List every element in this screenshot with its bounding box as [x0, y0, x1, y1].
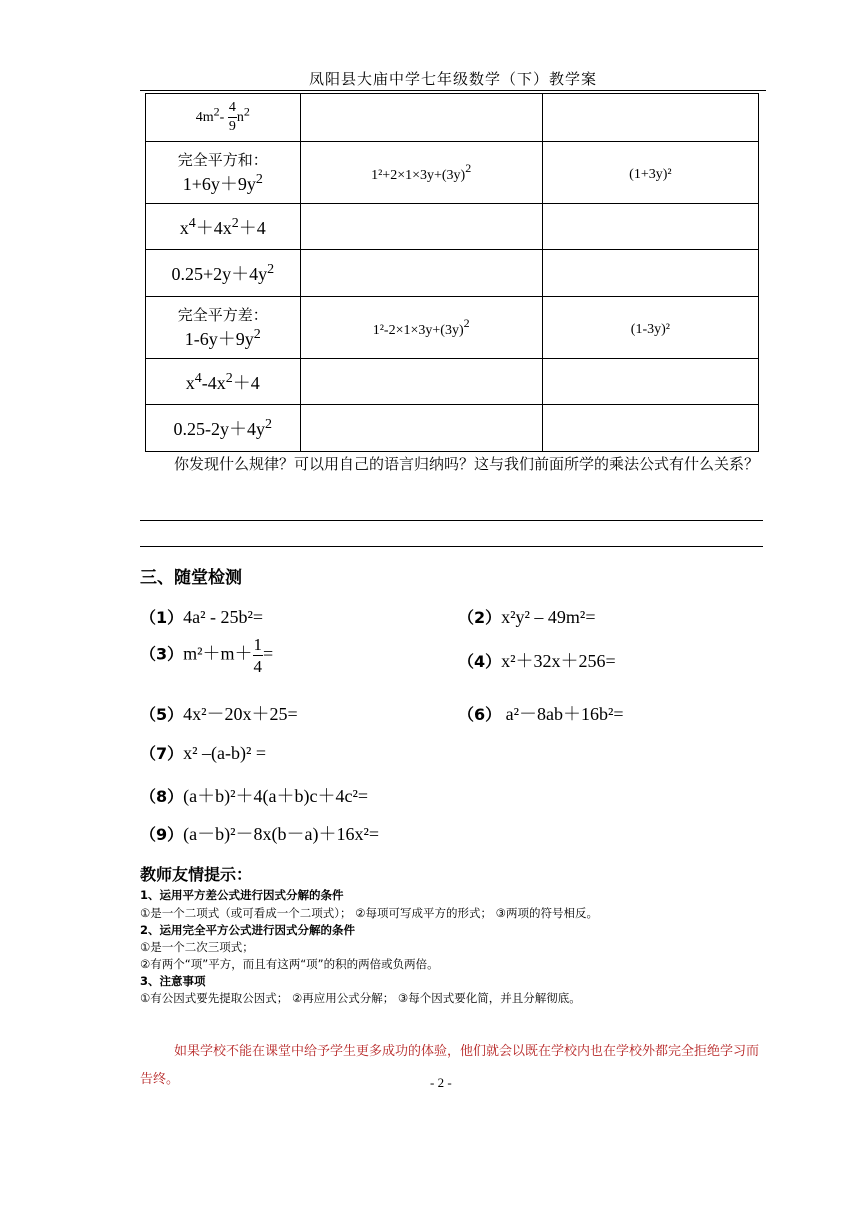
- table-cell: [542, 142, 758, 204]
- exercise-expression: 4x²－20x＋25=: [183, 704, 298, 724]
- tip-heading: 3、注意事项: [140, 974, 206, 988]
- superscript: 2: [267, 262, 275, 277]
- exercise-expression: x²＋32x＋256=: [501, 651, 616, 671]
- tip-heading: 2、运用完全平方公式进行因式分解的条件: [140, 923, 355, 937]
- table-cell: [146, 94, 301, 142]
- expr-part: 0.25+2y＋4y: [171, 264, 268, 284]
- tip-line: ①有公因式要先提取公因式； ②再应用公式分解； ③每个因式要化简，并且分解彻底。: [140, 991, 581, 1005]
- exercise-7: [140, 741, 266, 764]
- row-label: 完全平方差：: [177, 306, 268, 324]
- superscript: 2: [255, 172, 263, 187]
- superscript: 2: [465, 161, 472, 175]
- exercise-number: （3）: [140, 644, 184, 664]
- table-row: [146, 359, 759, 405]
- expr-part: x: [185, 372, 195, 393]
- expr-part: n: [236, 109, 244, 125]
- table-cell: [300, 94, 542, 142]
- exercise-1: [140, 605, 263, 628]
- table-cell: [542, 405, 758, 452]
- exercise-6: [458, 700, 624, 726]
- table-cell: [300, 405, 542, 452]
- table-row: [146, 405, 759, 452]
- exercise-expression: x²y² – 49m²=: [501, 607, 596, 627]
- tip-line: ②有两个“项”平方，而且有这两“项”的积的两倍或负两倍。: [140, 957, 439, 971]
- superscript: 2: [213, 104, 220, 119]
- table-row: [146, 94, 759, 142]
- exercise-number: （9）: [140, 825, 184, 844]
- table-cell: [146, 405, 301, 452]
- fraction-numerator: 1: [253, 635, 263, 654]
- expr-part: ＋4: [238, 217, 266, 238]
- row-label: 完全平方和：: [177, 151, 268, 169]
- table-cell: [542, 94, 758, 142]
- question-text: 你发现什么规律？可以用自己的语言归纳吗？这与我们前面所学的乘法公式有什么关系？: [174, 455, 760, 473]
- table-row: [146, 142, 759, 204]
- superscript: 2: [231, 215, 239, 231]
- tip-line: ①是一个二项式（或可看成一个二项式）； ②每项可写成平方的形式； ③两项的符号相反。: [140, 906, 598, 920]
- row-expression: [146, 170, 300, 196]
- exercise-expression: (a－b)²－8x(b－a)＋16x²=: [183, 824, 380, 844]
- expr-part: 1+6y＋9y: [182, 174, 256, 194]
- expr-part: -4x: [201, 372, 226, 393]
- fraction: [253, 636, 264, 675]
- superscript: 2: [265, 417, 273, 432]
- row-expression: [146, 325, 300, 351]
- expansion-text: 1²-2×1×3y+(3y): [372, 323, 464, 338]
- fraction-denominator: 4: [253, 657, 263, 676]
- table-cell: [300, 204, 542, 250]
- exercise-expression: (a＋b)²＋4(a＋b)c＋4c²=: [183, 786, 369, 806]
- exercise-number: （2）: [458, 608, 502, 627]
- factorization-table: [145, 93, 759, 452]
- exercise-number: （4）: [458, 652, 502, 671]
- minus-sign: -: [219, 109, 225, 125]
- expr-part: 1-6y＋9y: [184, 329, 254, 349]
- expr-part: ＋4: [232, 372, 260, 393]
- exercise-expression: x² –(a-b)² =: [183, 743, 267, 763]
- exercise-4: [458, 647, 616, 673]
- table-cell: [146, 359, 301, 405]
- exercise-expression: a²－8ab＋16b²=: [501, 704, 624, 724]
- table-cell: [300, 359, 542, 405]
- table-cell: [542, 359, 758, 405]
- exercise-number: （8）: [140, 787, 184, 806]
- exercise-number: （6）: [458, 705, 502, 724]
- tips-title: 教师友情提示：: [140, 865, 253, 884]
- exercise-8: [140, 782, 368, 808]
- table-cell: [146, 204, 301, 250]
- exercise-3: [140, 636, 273, 675]
- page-number: - 2 -: [430, 1075, 452, 1090]
- exercise-5: [140, 700, 298, 726]
- expr-part: 0.25-2y＋4y: [173, 419, 266, 439]
- result-text: (1-3y)²: [630, 322, 670, 337]
- answer-line[interactable]: [140, 546, 763, 547]
- table-cell: [146, 142, 301, 204]
- answer-line[interactable]: [140, 520, 763, 521]
- table-cell: [542, 250, 758, 297]
- expr-part: ＋4x: [195, 217, 232, 238]
- tip-heading: 1、运用平方差公式进行因式分解的条件: [140, 888, 344, 902]
- table-cell: [542, 204, 758, 250]
- section-title: 三、随堂检测: [140, 568, 242, 588]
- result-text: (1+3y)²: [629, 167, 672, 182]
- superscript: 4: [194, 370, 202, 386]
- table-row: [146, 297, 759, 359]
- superscript: 2: [253, 327, 261, 342]
- table-row: [146, 250, 759, 297]
- fraction-numerator: 4: [228, 101, 237, 118]
- exercise-9: [140, 820, 379, 846]
- table-cell: [300, 297, 542, 359]
- superscript: 2: [225, 370, 233, 386]
- expr-4m2: [195, 100, 250, 134]
- table-cell: [300, 250, 542, 297]
- page-header: 凤阳县大庙中学七年级数学（下）教学案: [308, 70, 597, 88]
- table-cell: [146, 250, 301, 297]
- motto-quote: 如果学校不能在课堂中给予学生更多成功的体验，他们就会以既在学校内也在学校外都完全拒绝学习而告终。: [140, 1044, 760, 1087]
- exercise-number: （1）: [140, 608, 184, 627]
- expr-part: 4m: [195, 109, 214, 125]
- superscript: 2: [243, 104, 250, 119]
- exercise-number: （7）: [140, 744, 184, 763]
- header-rule: [140, 90, 766, 91]
- table-row: [146, 204, 759, 250]
- tip-line: ①是一个二次三项式；: [140, 940, 254, 954]
- exercise-2: [458, 605, 595, 628]
- exercise-expression: =: [263, 643, 274, 664]
- exercise-number: （5）: [140, 705, 184, 724]
- exercise-expression: m²＋m＋: [183, 643, 253, 664]
- superscript: 2: [463, 316, 470, 330]
- table-cell: [146, 297, 301, 359]
- expr-part: x: [179, 217, 189, 238]
- exercise-expression: 4a² - 25b²=: [183, 607, 264, 627]
- expansion-text: 1²+2×1×3y+(3y): [371, 168, 466, 183]
- fraction: [228, 101, 237, 134]
- fraction-denominator: 9: [228, 119, 236, 134]
- table-cell: [300, 142, 542, 204]
- superscript: 4: [188, 215, 196, 231]
- table-cell: [542, 297, 758, 359]
